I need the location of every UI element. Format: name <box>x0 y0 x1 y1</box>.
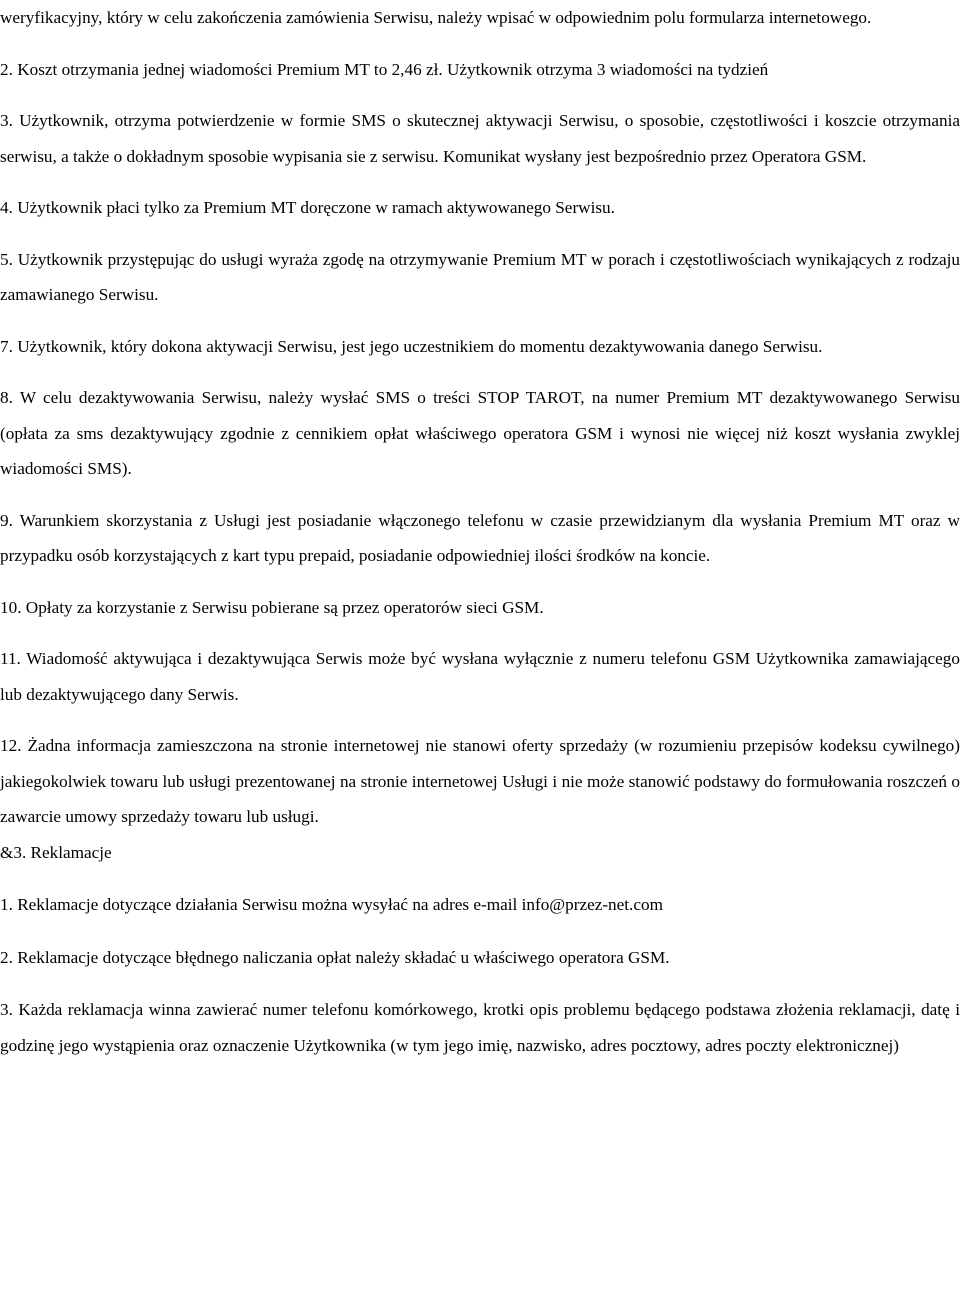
paragraph-8-deactivation: 8. W celu dezaktywowania Serwisu, należy wysłać SMS o treści STOP TAROT, na numer Premium MT dezaktywowanego Serwisu (opłata za sms dezaktywujący zgodnie z cennikiem opłat właściwego operatora GSM i wynosi nie więcej niż koszt wysłania zwyklej wiadomości SMS). <box>0 388 960 478</box>
complaint-2-operator: 2. Reklamacje dotyczące błędnego naliczania opłat należy składać u właściwego operatora GSM. <box>0 947 670 967</box>
paragraph-4-payment: 4. Użytkownik płaci tylko za Premium MT doręczone w ramach aktywowanego Serwisu. <box>0 198 615 217</box>
paragraph-5-consent: 5. Użytkownik przystępując do usługi wyraża zgodę na otrzymywanie Premium MT w porach i częstotliwościach wynikających z rodzaju zamawianego Serwisu. <box>0 249 960 304</box>
paragraph-10-fees: 10. Opłaty za korzystanie z Serwisu pobierane są przez operatorów sieci GSM. <box>0 597 544 617</box>
paragraph-3-sms-confirmation: 3. Użytkownik, otrzyma potwierdzenie w formie SMS o skutecznej aktywacji Serwisu, o sposobie, częstotliwości i koszcie otrzymania serwisu, a także o dokładnym sposobie wypisania sie z serwisu. Komunikat wysłany jest bezpośrednio przez Operatora GSM. <box>0 111 960 166</box>
paragraph-7-participation: 7. Użytkownik, który dokona aktywacji Serwisu, jest jego uczestnikiem do momentu dezaktywowania danego Serwisu. <box>0 336 823 356</box>
complaint-3-contents: 3. Każda reklamacja winna zawierać numer telefonu komórkowego, krotki opis problemu będącego podstawa złożenia reklamacji, datę i godzinę jego wystąpienia oraz oznaczenie Użytkownika (w tym jego imię, nazwisko, adres pocztowy, adres poczty elektronicznej) <box>0 1000 960 1055</box>
complaint-1-email: 1. Reklamacje dotyczące działania Serwisu można wysyłać na adres e-mail info@przez-net.com <box>0 895 663 914</box>
paragraph-2-message-cost: 2. Koszt otrzymania jednej wiadomości Premium MT to 2,46 zł. Użytkownik otrzyma 3 wiadomości na tydzień <box>0 59 769 79</box>
section-heading-complaints: &3. Reklamacje <box>0 842 112 862</box>
paragraph-verification: weryfikacyjny, który w celu zakończenia zamówienia Serwisu, należy wpisać w odpowiednim polu formularza internetowego. <box>0 8 872 27</box>
paragraph-11-phone-number: 11. Wiadomość aktywująca i dezaktywująca Serwis może być wysłana wyłącznie z numeru telefonu GSM Użytkownika zamawiającego lub dezaktywującego dany Serwis. <box>0 649 960 704</box>
paragraph-9-requirements: 9. Warunkiem skorzystania z Usługi jest posiadanie włączonego telefonu w czasie przewidzianym dla wysłania Premium MT oraz w przypadku osób korzystających z kart typu prepaid, posiadanie odpowiedniej ilości środków na koncie. <box>0 510 960 565</box>
paragraph-12-no-offer: 12. Żadna informacja zamieszczona na stronie internetowej nie stanowi oferty sprzedaży (w rozumieniu przepisów kodeksu cywilnego) jakiegokolwiek towaru lub usługi prezentowanej na stronie internetowej Usługi i nie może stanowić podstawy do formułowania roszczeń o zawarcie umowy sprzedaży towaru lub usługi. <box>0 736 960 826</box>
